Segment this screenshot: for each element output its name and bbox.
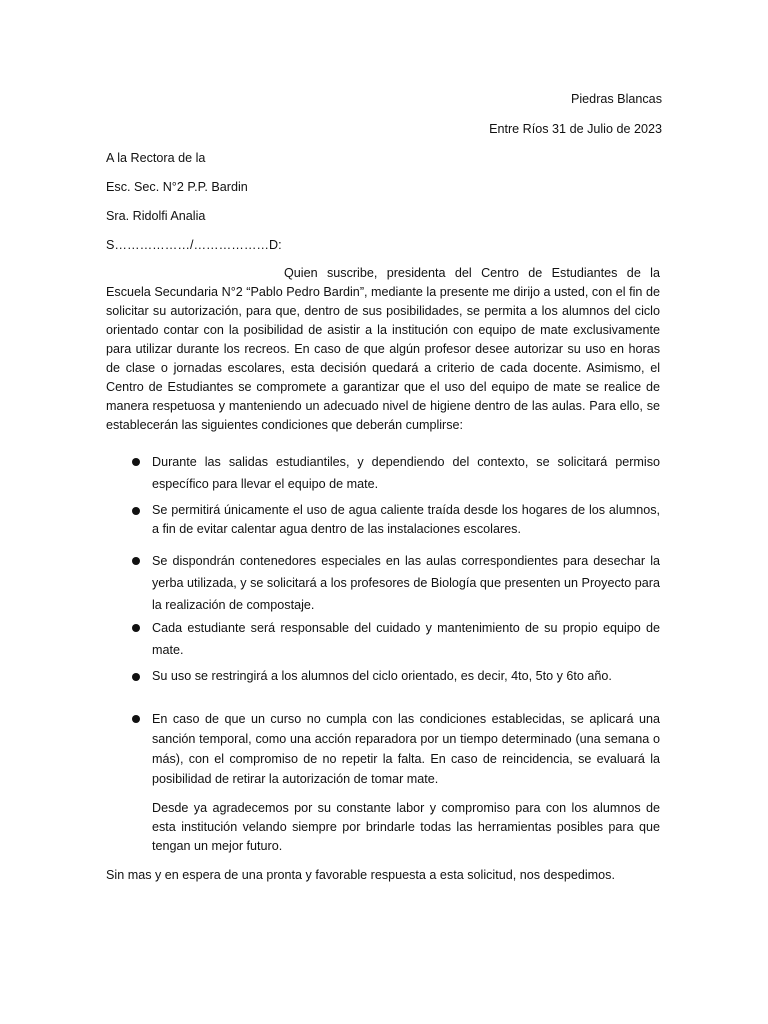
bullet-icon [132,673,140,681]
bullet-icon [132,557,140,565]
salutation: S………………/………………D: [106,238,282,252]
condition-item: Se dispondrán contenedores especiales en las aulas correspondientes para desechar la yerba utilizada, y se solicitará a los profesores de Biología que presenten un Proyecto para la realización de compostaje. [152,554,660,612]
bullet-icon [132,507,140,515]
condition-item: Durante las salidas estudiantiles, y dependiendo del contexto, se solicitará permiso específico para llevar el equipo de mate. [152,455,660,491]
closing-line: Sin mas y en espera de una pronta y favorable respuesta a esta solicitud, nos despedimos. [106,868,615,882]
bullet-icon [132,624,140,632]
bullet-icon [132,458,140,466]
condition-item: En caso de que un curso no cumpla con las condiciones establecidas, se aplicará una sanción temporal, como una acción reparadora por un tiempo determinado (una semana o más), con el compromiso de no repetir la falta. En caso de reincidencia, se evaluará la posibilidad de retirar la autorización de tomar mate. [152,712,660,786]
date-line: Entre Ríos 31 de Julio de 2023 [489,122,662,136]
recipient-line-2: Esc. Sec. N°2 P.P. Bardin [106,180,248,194]
condition-item: Su uso se restringirá a los alumnos del ciclo orientado, es decir, 4to, 5to y 6to año. [152,669,612,683]
recipient-line-1: A la Rectora de la [106,151,206,165]
recipient-line-3: Sra. Ridolfi Analia [106,209,206,223]
place-line: Piedras Blancas [570,92,662,106]
intro-paragraph: Quien suscribe, presidenta del Centro de Estudiantes de la Escuela Secundaria N°2 “Pablo Pedro Bardin”, mediante la presente me dirijo a usted, con el fin de solicitar su autorización, para que, dentro de sus posibilidades, se permita a los alumnos del ciclo orientado contar con la posibilidad de asistir a la institución con equipo de mate exclusivamente para utilizar durante los recreos. En caso de que algún profesor desee autorizar su uso en horas de clase o jornadas escolares, esta decisión quedará a criterio de cada docente. Asimismo, el Centro de Estudiantes se compromete a garantizar que el uso del equipo de mate se realice de manera respetuosa y manteniendo un adecuado nivel de higiene dentro de las aulas. Para ello, se establecerán las siguientes condiciones que deberán cumplirse: [106,266,660,432]
condition-item: Cada estudiante será responsable del cuidado y mantenimiento de su propio equipo de mate. [152,621,660,657]
bullet-icon [132,715,140,723]
condition-item: Se permitirá únicamente el uso de agua caliente traída desde los hogares de los alumnos, a fin de evitar calentar agua dentro de las instalaciones escolares. [152,503,660,536]
thanks-paragraph: Desde ya agradecemos por su constante labor y compromiso para con los alumnos de esta institución velando siempre por brindarle todas las herramientas posibles para que tengan un mejor futuro. [152,801,660,853]
